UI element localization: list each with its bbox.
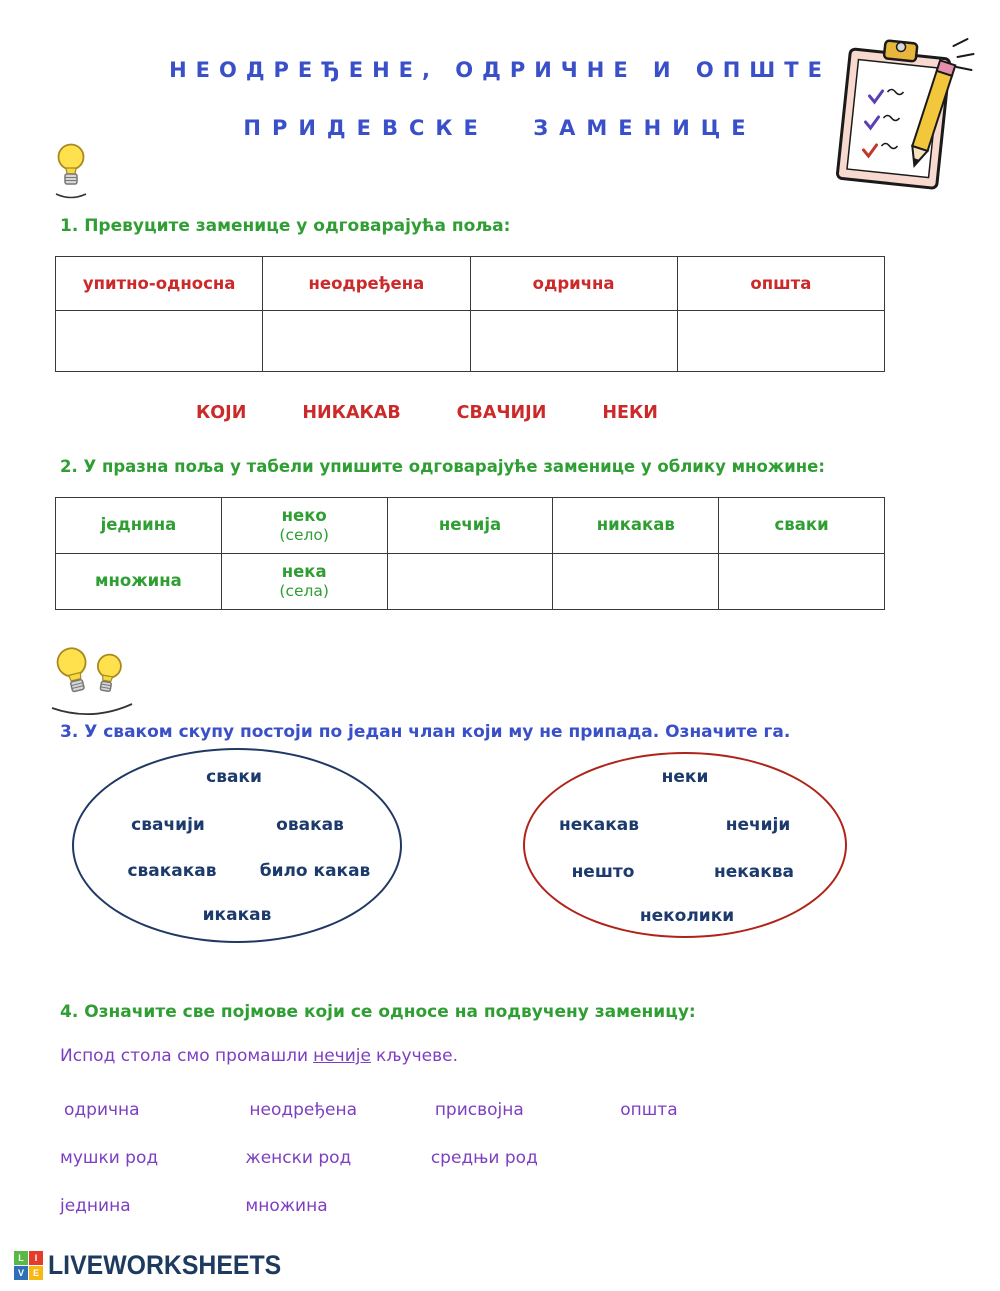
- option-zenski-rod[interactable]: женски род: [245, 1148, 352, 1168]
- set-word-svaciji[interactable]: свачији: [131, 815, 205, 835]
- t1-header-neodredjena: неодређена: [263, 257, 470, 311]
- sentence-before: Испод стола смо промашли: [60, 1046, 309, 1066]
- underlined-pronoun: нечије: [313, 1046, 371, 1066]
- options-row-gender: [60, 1148, 611, 1168]
- draggable-words-row: [196, 403, 658, 423]
- option-prisvojna[interactable]: присвојна: [434, 1100, 524, 1120]
- clipboard-pencil-icon: [815, 34, 980, 199]
- set-word-ikakav[interactable]: икакав: [202, 905, 272, 925]
- options-row-type: [64, 1100, 800, 1120]
- set-word-nesto[interactable]: нешто: [571, 862, 635, 882]
- liveworksheets-logo: [14, 1250, 302, 1281]
- logo-letter-i: I: [29, 1251, 43, 1265]
- set-word-ovakav[interactable]: овакав: [276, 815, 344, 835]
- drag-word-nikakav[interactable]: НИКАКАВ: [302, 403, 401, 423]
- t1-header-upitno-odnosna: упитно-односна: [56, 257, 263, 311]
- set-word-neciji[interactable]: нечији: [725, 815, 791, 835]
- option-odricna[interactable]: одрична: [64, 1100, 140, 1120]
- worksheet-title-line1: НЕОДРЕЂЕНЕ, ОДРИЧНЕ И ОПШТЕ: [169, 58, 831, 82]
- t1-header-odricna: одрична: [470, 257, 677, 311]
- liveworksheets-grid-icon: [14, 1251, 43, 1280]
- set-word-nekakav[interactable]: некакав: [558, 815, 640, 835]
- logo-letter-v: V: [14, 1266, 28, 1280]
- section3-heading: 3. У сваком скупу постоји по један члан који му не припада. Означите га.: [60, 722, 791, 742]
- set-word-nekoliki[interactable]: неколики: [639, 906, 735, 926]
- section4-heading: 4. Означите све појмове који се односе на подвучену заменицу:: [60, 1002, 696, 1022]
- lightbulb-icon: [50, 140, 92, 202]
- t2-example-plural: [221, 554, 387, 610]
- drop-cell-neodredjena[interactable]: [263, 311, 470, 372]
- logo-letter-l: L: [14, 1251, 28, 1265]
- t2-example-plural-word: нека: [281, 561, 327, 581]
- plural-forms-table: [55, 497, 885, 610]
- t2-example-singular: [221, 498, 387, 554]
- t2-example-singular-note: (село): [279, 526, 329, 545]
- drag-word-koji[interactable]: КОЈИ: [196, 403, 247, 423]
- option-neodredjena[interactable]: неодређена: [249, 1100, 358, 1120]
- set-right-ellipse: [523, 752, 847, 938]
- sentence-after: кључеве.: [375, 1046, 458, 1066]
- set-word-svakakav[interactable]: свакакав: [127, 861, 217, 881]
- option-jednina[interactable]: једнина: [60, 1196, 131, 1216]
- option-muski-rod[interactable]: мушки род: [60, 1148, 159, 1168]
- drop-cell-opsta[interactable]: [677, 311, 884, 372]
- t2-label-mnozina: множина: [56, 554, 222, 610]
- options-row-number: [60, 1196, 425, 1216]
- worksheet-title-line2: ПРИДЕВСКЕ ЗАМЕНИЦЕ: [243, 116, 757, 140]
- set-word-bilo-kakav[interactable]: било какав: [259, 861, 371, 881]
- t1-header-opsta: општа: [677, 257, 884, 311]
- t2-cell-svaki: сваки: [719, 498, 885, 554]
- section1-heading: 1. Превуците заменице у одговарајућа поља:: [60, 216, 511, 236]
- drop-cell-upitno-odnosna[interactable]: [56, 311, 263, 372]
- t2-example-plural-note: (села): [279, 582, 329, 601]
- t2-cell-nikakav: никакав: [553, 498, 719, 554]
- liveworksheets-wordmark: LIVEWORKSHEETS: [48, 1250, 282, 1280]
- t2-cell-necija: нечија: [387, 498, 553, 554]
- example-sentence: [60, 1046, 458, 1066]
- set-word-neki[interactable]: неки: [661, 767, 709, 787]
- t2-example-singular-word: неко: [281, 505, 327, 525]
- set-word-nekakva[interactable]: некаква: [713, 862, 795, 882]
- option-mnozina[interactable]: множина: [245, 1196, 328, 1216]
- answer-cell-necija-plural[interactable]: [387, 554, 553, 610]
- answer-cell-nikakav-plural[interactable]: [553, 554, 719, 610]
- drop-cell-odricna[interactable]: [470, 311, 677, 372]
- drag-word-svaciji[interactable]: СВАЧИЈИ: [456, 403, 547, 423]
- logo-letter-e: E: [29, 1266, 43, 1280]
- double-lightbulb-icon: [46, 642, 138, 720]
- set-word-svaki[interactable]: сваки: [206, 767, 262, 787]
- drag-word-neki[interactable]: НЕКИ: [602, 403, 658, 423]
- answer-cell-svaki-plural[interactable]: [719, 554, 885, 610]
- section2-heading: 2. У празна поља у табели упишите одговарајуће заменице у облику множине:: [60, 457, 825, 476]
- set-left-ellipse: [72, 748, 402, 943]
- t2-label-jednina: једнина: [56, 498, 222, 554]
- option-opsta[interactable]: општа: [620, 1100, 678, 1120]
- pronoun-drop-table: [55, 256, 885, 372]
- option-srednji-rod[interactable]: средњи род: [430, 1148, 538, 1168]
